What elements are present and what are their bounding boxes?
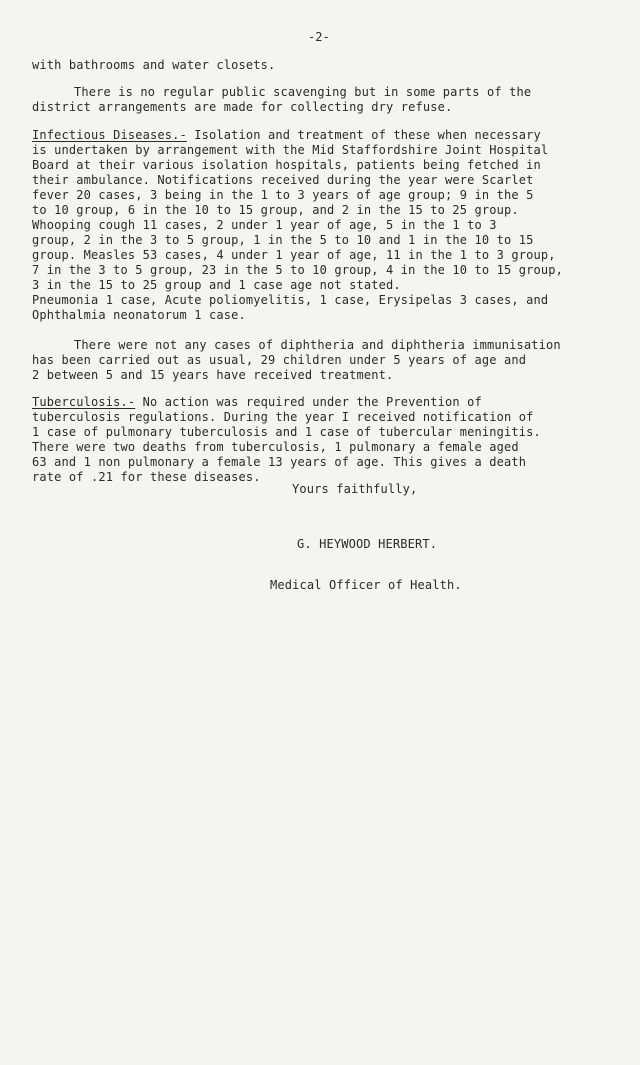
body-line: 1 case of pulmonary tuberculosis and 1 case of tubercular meningitis. (32, 425, 541, 439)
page-number: -2- (308, 30, 330, 44)
section-line (32, 128, 541, 143)
body-line: 63 and 1 non pulmonary a female 13 years of age. This gives a death (32, 455, 527, 469)
body-line: There were two deaths from tuberculosis, 1 pulmonary a female aged (32, 440, 519, 454)
section-line (32, 395, 482, 410)
body-line: Board at their various isolation hospitals, patients being fetched in (32, 158, 541, 172)
signature-title: Medical Officer of Health. (270, 578, 462, 592)
body-line: Pneumonia 1 case, Acute poliomyelitis, 1 case, Erysipelas 3 cases, and (32, 293, 549, 307)
body-line: is undertaken by arrangement with the Mid Staffordshire Joint Hospital (32, 143, 549, 157)
body-line: Ophthalmia neonatorum 1 case. (32, 308, 246, 322)
body-line: 3 in the 15 to 25 group and 1 case age not stated. (32, 278, 401, 292)
body-line: to 10 group, 6 in the 10 to 15 group, and 2 in the 15 to 25 group. (32, 203, 519, 217)
body-line: fever 20 cases, 3 being in the 1 to 3 years of age group; 9 in the 5 (32, 188, 534, 202)
body-line: has been carried out as usual, 29 children under 5 years of age and (32, 353, 527, 367)
closing: Yours faithfully, (292, 482, 418, 496)
body-line: their ambulance. Notifications received during the year were Scarlet (32, 173, 534, 187)
body-line: There is no regular public scavenging but in some parts of the (74, 85, 532, 99)
body-text: Isolation and treatment of these when necessary (186, 128, 541, 142)
body-line: district arrangements are made for collecting dry refuse. (32, 100, 453, 114)
body-line: 7 in the 3 to 5 group, 23 in the 5 to 10 group, 4 in the 10 to 15 group, (32, 263, 563, 277)
body-line: tuberculosis regulations. During the year I received notification of (32, 410, 534, 424)
signature: G. HEYWOOD HERBERT. (297, 537, 438, 551)
body-line: rate of .21 for these diseases. (32, 470, 261, 484)
tuberculosis-heading: Tuberculosis.- (32, 395, 136, 409)
body-line: with bathrooms and water closets. (32, 58, 276, 72)
body-line: group. Measles 53 cases, 4 under 1 year of age, 11 in the 1 to 3 group, (32, 248, 556, 262)
body-line: group, 2 in the 3 to 5 group, 1 in the 5 to 10 and 1 in the 10 to 15 (32, 233, 534, 247)
infectious-diseases-heading: Infectious Diseases.- (32, 128, 187, 142)
body-line: 2 between 5 and 15 years have received treatment. (32, 368, 394, 382)
body-text: No action was required under the Prevention of (135, 395, 482, 409)
body-line: There were not any cases of diphtheria and diphtheria immunisation (74, 338, 561, 352)
body-line: Whooping cough 11 cases, 2 under 1 year of age, 5 in the 1 to 3 (32, 218, 497, 232)
